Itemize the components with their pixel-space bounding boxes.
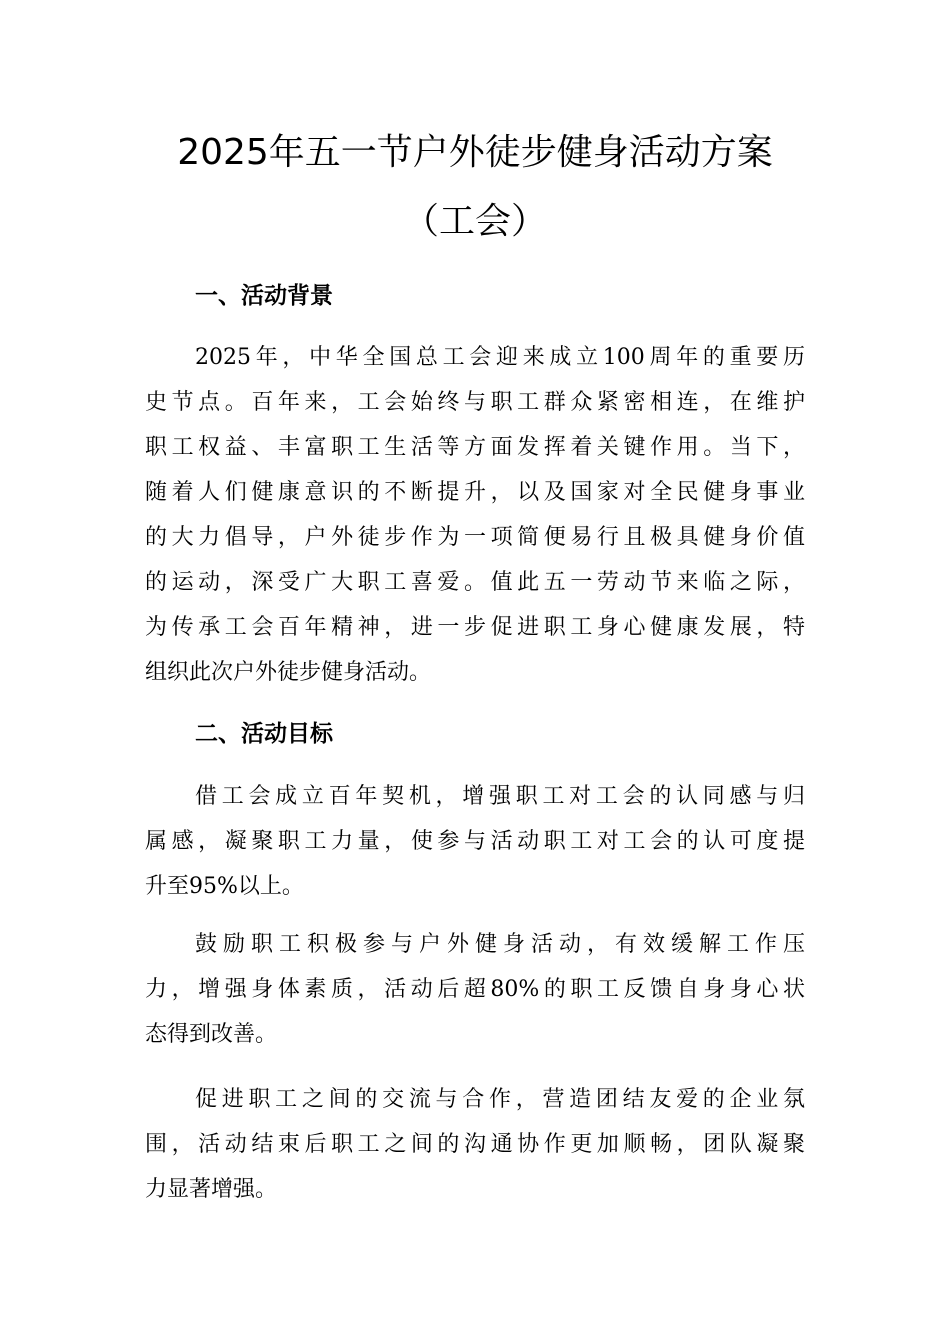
paragraph-goal-teamwork — [145, 1077, 805, 1212]
paragraph-goal-health — [145, 922, 805, 1057]
paragraph-line: 促进职工之间的交流与合作，营造团结友爱的企业氛 — [195, 1087, 805, 1112]
paragraph-line: 随着人们健康意识的不断提升，以及国家对全民健身事业 — [145, 480, 805, 505]
paragraph-line: 升至95%以上。 — [145, 874, 304, 899]
section-heading-background: 一、活动背景 — [195, 283, 333, 309]
paragraph-line: 史节点。百年来，工会始终与职工群众紧密相连，在维护 — [145, 390, 805, 415]
paragraph-line: 组织此次户外徒步健身活动。 — [145, 660, 432, 685]
paragraph-line: 借工会成立百年契机，增强职工对工会的认同感与归 — [195, 784, 805, 809]
paragraph-line: 职工权益、丰富职工生活等方面发挥着关键作用。当下， — [145, 435, 805, 460]
paragraph-line: 2025年，中华全国总工会迎来成立100周年的重要历 — [195, 345, 805, 370]
paragraph-line: 为传承工会百年精神，进一步促进职工身心健康发展，特 — [145, 615, 805, 640]
paragraph-background — [145, 335, 805, 695]
document-subtitle: （工会） — [402, 201, 547, 242]
paragraph-line: 态得到改善。 — [145, 1022, 278, 1047]
section-heading-goals: 二、活动目标 — [195, 721, 333, 747]
paragraph-line: 的运动，深受广大职工喜爱。值此五一劳动节来临之际， — [145, 570, 805, 595]
paragraph-line: 力显著增强。 — [145, 1177, 278, 1202]
paragraph-line: 的大力倡导，户外徒步作为一项简便易行且极具健身价值 — [145, 525, 805, 550]
paragraph-line: 围，活动结束后职工之间的沟通协作更加顺畅，团队凝聚 — [145, 1132, 805, 1157]
paragraph-goal-belonging — [145, 774, 805, 909]
paragraph-line: 属感，凝聚职工力量，使参与活动职工对工会的认可度提 — [145, 829, 805, 854]
paragraph-line: 鼓励职工积极参与户外健身活动，有效缓解工作压 — [195, 932, 805, 957]
document-title: 2025年五一节户外徒步健身活动方案 — [177, 132, 773, 173]
paragraph-line: 力，增强身体素质，活动后超80%的职工反馈自身身心状 — [145, 977, 805, 1002]
